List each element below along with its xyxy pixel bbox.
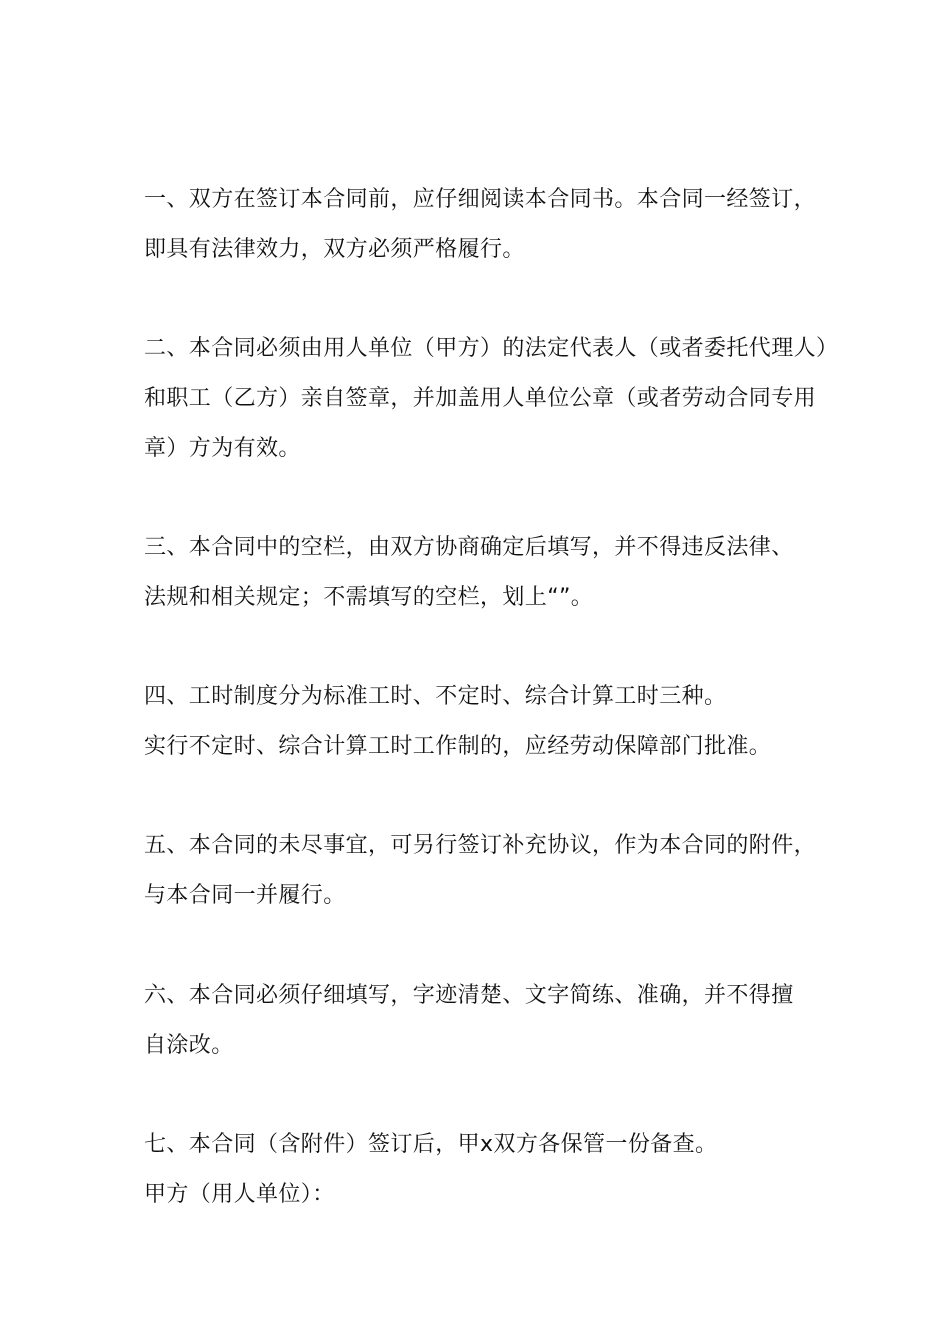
clause-6-line-2: 自涂改。 [144,1033,234,1058]
clause-2-line-2: 和职工（乙方）亲自签章，并加盖用人单位公章（或者劳动合同专用 [144,386,817,411]
clause-4-line-2: 实行不定时、综合计算工时工作制的，应经劳动保障部门批准。 [144,734,772,759]
clause-1-line-1: 一、双方在签订本合同前，应仔细阅读本合同书。本合同一经签订， [144,187,817,212]
clause-5-line-1: 五、本合同的未尽事宜，可另行签订补充协议，作为本合同的附件， [144,833,817,858]
clause-7-line-1: 七、本合同（含附件）签订后，甲ⅹ双方各保管一份备查。 [144,1132,718,1157]
clause-6-line-1: 六、本合同必须仔细填写，字迹清楚、文字简练、准确，并不得擅 [144,983,794,1008]
clause-2-line-3: 章）方为有效。 [144,436,301,461]
clause-2-line-1: 二、本合同必须由用人单位（甲方）的法定代表人（或者委托代理人） [144,336,839,361]
clause-3-line-1: 三、本合同中的空栏，由双方协商确定后填写，并不得违反法律、 [144,535,794,560]
clause-4-line-1: 四、工时制度分为标准工时、不定时、综合计算工时三种。 [144,684,727,709]
clause-3-line-2: 法规和相关规定；不需填写的空栏，划上“”。 [144,585,594,610]
clause-1-line-2: 即具有法律效力，双方必须严格履行。 [144,237,525,262]
clause-5-line-2: 与本合同一并履行。 [144,883,346,908]
party-a-label: 甲方（用人单位）： [144,1182,335,1207]
